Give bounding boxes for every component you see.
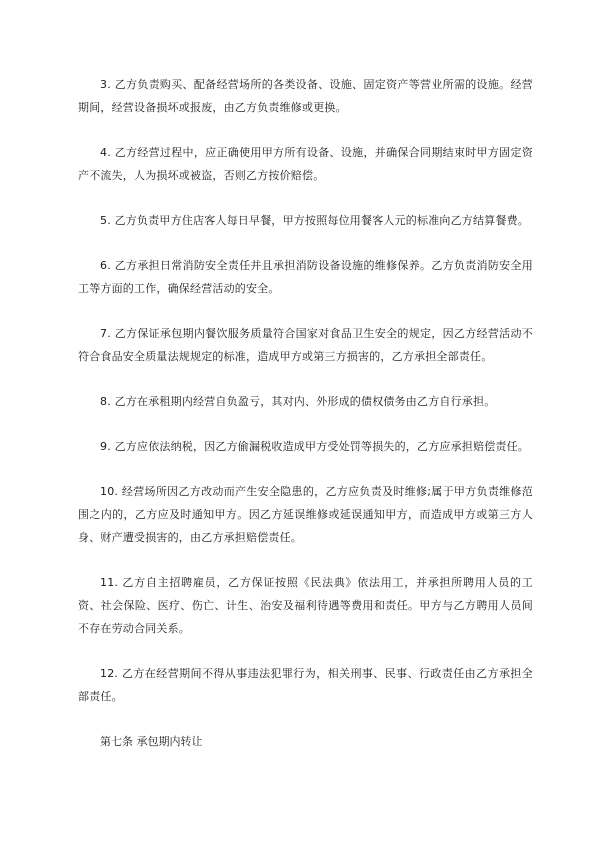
clause-7: 7. 乙方保证承包期内餐饮服务质量符合国家对食品卫生安全的规定，因乙方经营活动不符合食品安全质量法规规定的标准，造成甲方或第三方损害的，乙方承担全部责任。 — [78, 327, 533, 363]
clause-12: 12. 乙方在经营期间不得从事违法犯罪行为，相关刑事、民事、行政责任由乙方承担全部责任。 — [78, 667, 533, 703]
paragraph-spacer — [78, 549, 533, 571]
paragraph-spacer — [78, 458, 533, 480]
paragraph-spacer — [78, 300, 533, 322]
clause-5: 5. 乙方负责甲方住店客人每日早餐，甲方按照每位用餐客人元的标准向乙方结算餐费。 — [100, 214, 529, 227]
section-heading: 第七条 承包期内转让 — [100, 735, 203, 748]
paragraph-spacer — [78, 187, 533, 209]
paragraph-spacer — [78, 708, 533, 730]
paragraph-spacer — [78, 413, 533, 435]
clause-11: 11. 乙方自主招聘雇员，乙方保证按照《民法典》依法用工，并承担所聘用人员的工资、社会保险、医疗、伤亡、计生、治安及福利待遇等费用和责任。甲方与乙方聘用人员间不存在劳动合同关系。 — [78, 576, 533, 635]
clause-3: 3. 乙方负责购买、配备经营场所的各类设备、设施、固定资产等营业所需的设施。经营期间，经营设备损坏或报废，由乙方负责维修或更换。 — [78, 78, 533, 114]
paragraph-spacer — [78, 640, 533, 662]
paragraph-spacer — [78, 119, 533, 141]
paragraph-spacer — [78, 368, 533, 390]
clause-4: 4. 乙方经营过程中，应正确使用甲方所有设备、设施，并确保合同期结束时甲方固定资产不流失，人为损坏或被盗，否则乙方按价赔偿。 — [78, 146, 533, 182]
paragraph-spacer — [78, 232, 533, 254]
clause-10: 10. 经营场所因乙方改动而产生安全隐患的，乙方应负责及时维修;属于甲方负责维修范围之内的，乙方应及时通知甲方。因乙方延误维修或延误通知甲方，而造成甲方或第三方人身、财产遭受损害的，由乙方承担赔偿责任。 — [78, 485, 533, 544]
clause-6: 6. 乙方承担日常消防安全责任并且承担消防设备设施的维修保养。乙方负责消防安全用工等方面的工作，确保经营活动的安全。 — [78, 259, 533, 295]
document-body — [78, 73, 533, 753]
clause-8: 8. 乙方在承租期内经营自负盈亏，其对内、外形成的债权债务由乙方自行承担。 — [100, 395, 496, 408]
clause-9: 9. 乙方应依法纳税，因乙方偷漏税收造成甲方受处罚等损失的，乙方应承担赔偿责任。 — [100, 440, 529, 453]
